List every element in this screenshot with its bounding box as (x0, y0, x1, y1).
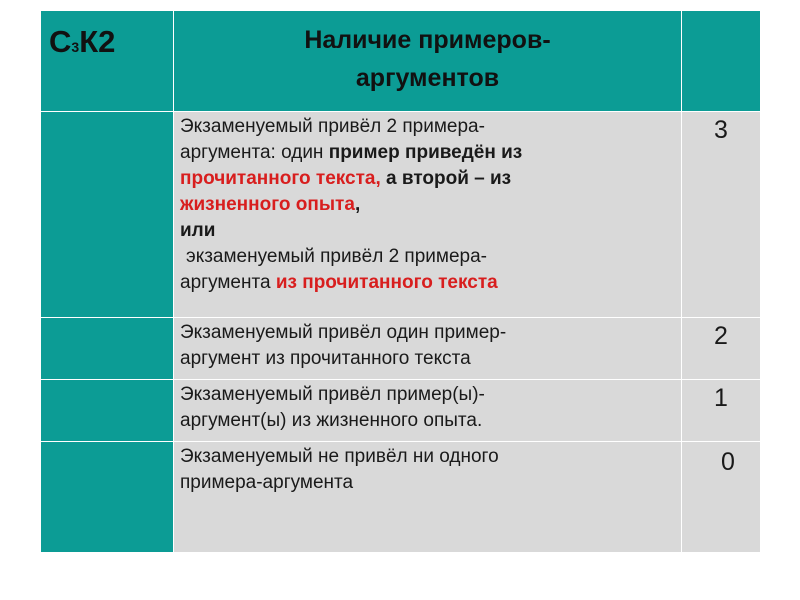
criteria-table (40, 10, 761, 553)
table-row (41, 112, 761, 318)
code-subscript: 3 (71, 39, 80, 55)
row-key-cell (41, 442, 174, 553)
desc-line: Экзаменуемый привёл 2 примера- (180, 116, 485, 137)
criterion-code (41, 11, 173, 66)
text-run: аргумента: один (180, 142, 329, 163)
desc-line: Экзаменуемый привёл пример(ы)- (180, 384, 485, 405)
table-row (41, 442, 761, 553)
row-score: 3 (682, 112, 761, 318)
row-description (174, 318, 682, 380)
criterion-title-cell (174, 11, 682, 112)
desc-line (180, 166, 673, 192)
criterion-title (174, 11, 681, 97)
desc-line-or: или (180, 220, 216, 241)
criterion-code-cell (41, 11, 174, 112)
code-letter: С (49, 24, 72, 59)
table-header-row (41, 11, 761, 112)
row-key-cell (41, 318, 174, 380)
desc-line: аргумент(ы) из жизненного опыта. (180, 410, 483, 431)
row-score: 0 (682, 442, 761, 553)
desc-line: экзаменуемый привёл 2 примера- (186, 246, 487, 267)
row-score: 1 (682, 380, 761, 442)
desc-line (180, 140, 673, 166)
text-run-red: прочитанного текста, (180, 168, 381, 189)
row-description (174, 380, 682, 442)
row-score: 2 (682, 318, 761, 380)
table-row (41, 380, 761, 442)
text-run-red: из прочитанного текста (275, 272, 498, 293)
row-description (174, 112, 682, 318)
text-run-bold: пример приведён из (328, 142, 523, 163)
text-run-red: жизненного опыта (180, 194, 355, 215)
desc-line: Экзаменуемый привёл один пример- (180, 322, 507, 343)
code-suffix: К2 (79, 24, 116, 59)
table-row (41, 318, 761, 380)
desc-line (180, 192, 673, 218)
text-run: аргумента (180, 272, 276, 293)
score-header-cell (682, 11, 761, 112)
desc-line (180, 270, 673, 296)
desc-line: аргумент из прочитанного текста (180, 348, 471, 369)
row-key-cell (41, 112, 174, 318)
title-line-1: Наличие примеров- (304, 26, 551, 54)
text-run-bold: , (354, 194, 361, 215)
desc-line: примера-аргумента (180, 472, 354, 493)
desc-line: Экзаменуемый не привёл ни одного (180, 446, 499, 467)
row-key-cell (41, 380, 174, 442)
title-line-2: аргументов (355, 64, 500, 92)
row-description (174, 442, 682, 553)
text-run-bold: а второй – из (380, 168, 512, 189)
